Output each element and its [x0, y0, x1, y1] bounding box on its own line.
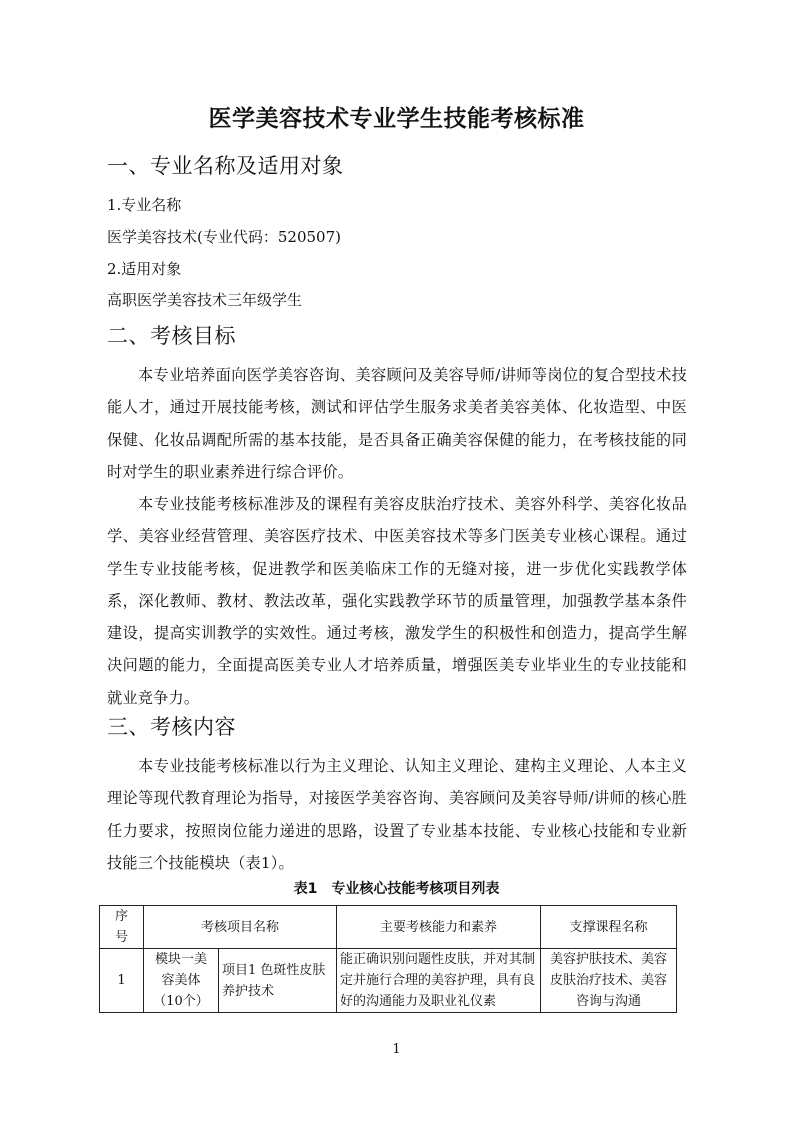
document-title: 医学美容技术专业学生技能考核标准 — [208, 106, 585, 132]
table-row — [100, 949, 677, 1013]
header-number-label: 序号 — [114, 909, 128, 945]
page-number: 1 — [392, 1042, 401, 1057]
cell-module-text: 模块一美容美体（10个） — [153, 952, 209, 1009]
header-ability: 主要考核能力和素养 — [337, 906, 541, 949]
section1-line-1: 1.专业名称 — [107, 196, 182, 214]
section2-paragraph-2: 本专业技能考核标准涉及的课程有美容皮肤治疗技术、美容外科学、美容化妆品学、美容业经营管理、美容医疗技术、中医美容技术等多门医美专业核心课程。通过学生专业技能考核，促进教学和医美临床工作的无缝对接，进一步优化实践教学体系，深化教师、教材、教法改革，强化实践教学环节的质量管理，加强教学基本条件建设，提高实训教学的实效性。通过考核，激发学生的积极性和创造力，提高学生解决问题的能力，全面提高医美专业人才培养质量，增强医美专业毕业生的专业技能和就业竞争力。 — [107, 495, 687, 707]
header-number — [100, 906, 144, 949]
skills-table — [99, 905, 677, 1013]
section1-line-4: 高职医学美容技术三年级学生 — [107, 291, 303, 309]
header-project-name: 考核项目名称 — [144, 906, 337, 949]
cell-project: 项目1 色斑性皮肤养护技术 — [218, 949, 336, 1013]
table-header-row — [100, 906, 677, 949]
cell-module — [144, 949, 219, 1013]
section2-heading: 二、考核目标 — [107, 324, 236, 348]
cell-number: 1 — [100, 949, 144, 1013]
section1-line-2: 医学美容技术(专业代码：520507) — [107, 228, 341, 246]
section3-heading: 三、考核内容 — [107, 715, 236, 739]
table-caption: 表1 专业核心技能考核项目列表 — [293, 881, 500, 897]
header-courses: 支撑课程名称 — [541, 906, 677, 949]
cell-ability: 能正确识别问题性皮肤，并对其制定并施行合理的美容护理，具有良好的沟通能力及职业礼仪素 — [337, 949, 541, 1013]
section2-paragraph-1: 本专业培养面向医学美容咨询、美容顾问及美容导师/讲师等岗位的复合型技术技能人才，通过开展技能考核，测试和评估学生服务求美者美容美体、化妆造型、中医保健、化妆品调配所需的基本技能，是否具备正确美容保健的能力，在考核技能的同时对学生的职业素养进行综合评价。 — [107, 366, 687, 481]
cell-courses: 美容护肤技术、美容皮肤治疗技术、美容咨询与沟通 — [541, 949, 677, 1013]
section1-line-3: 2.适用对象 — [107, 260, 182, 278]
section1-heading: 一、专业名称及适用对象 — [107, 154, 344, 178]
section3-paragraph: 本专业技能考核标准以行为主义理论、认知主义理论、建构主义理论、人本主义理论等现代教育理论为指导，对接医学美容咨询、美容顾问及美容导师/讲师的核心胜任力要求，按照岗位能力递进的思路，设置了专业基本技能、专业核心技能和专业新技能三个技能模块（表1）。 — [107, 757, 687, 872]
